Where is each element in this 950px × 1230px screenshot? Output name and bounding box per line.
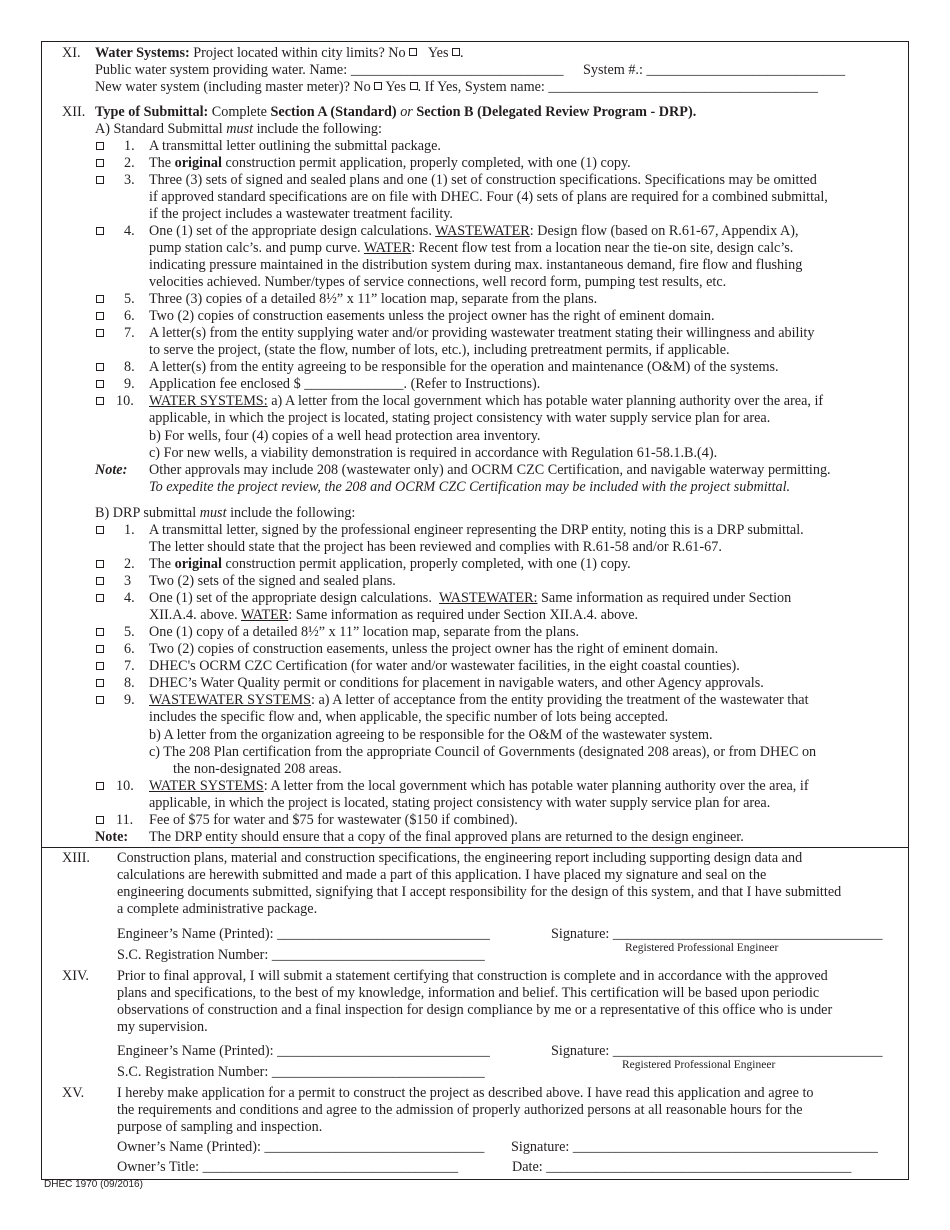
b10-number: 10. [116,778,134,794]
b2-checkbox[interactable] [96,560,104,568]
a3-line3: if the project includes a wastewater treatment facility. [149,206,453,222]
section-xv-number: XV. [62,1085,85,1101]
a10-line1 [149,393,823,410]
a6-checkbox[interactable] [96,312,104,320]
b2-number: 2. [124,556,135,572]
engineer-signature-field-2[interactable]: Signature: ______________________________________ [551,1043,883,1059]
section-divider [41,847,908,848]
a6-number: 6. [124,308,135,324]
b4-line2 [149,607,638,624]
must-text: must [226,121,254,137]
b10-line2: applicable, in which the project is located, stating project consistency with water supply service plan for area. [149,795,771,811]
a7-line2: to serve the project, (state the flow, number of lots, etc.), including pretreatment permits, if applicable. [149,342,730,358]
section-xiv-line3: observations of construction and a final inspection for design compliance by me or a representative of this office who is under [117,1002,833,1018]
section-xiii-line1: Construction plans, material and construction specifications, the engineering report including supporting design data and [117,850,803,866]
a10-b: b) For wells, four (4) copies of a well head protection area inventory. [149,428,541,444]
b2-text [149,556,631,573]
b9-number: 9. [124,692,135,708]
a8-number: 8. [124,359,135,375]
b1-line2: The letter should state that the project has been reviewed and complies with R.61-58 and/or R.61-67. [149,539,722,555]
b4-line2-a: XII.A.4. above. [149,607,238,623]
wastewater-label: WASTEWATER: [438,590,538,606]
city-limits-no-checkbox[interactable] [409,48,417,56]
registered-engineer-caption: Registered Professional Engineer [625,942,779,954]
a10-c: c) For new wells, a viability demonstration is required in accordance with Regulation 61-58.1.B.(4). [149,445,718,461]
complete-text: Complete [211,104,267,120]
b7-number: 7. [124,658,135,674]
a4-line2-b: : Recent flow test from a location near the tie-on site, design calc’s. [411,240,794,256]
b11-checkbox[interactable] [96,816,104,824]
b4-line2-b: : Same information as required under Section XII.A.4. above. [288,607,639,623]
a1-checkbox[interactable] [96,142,104,150]
water-systems-label: WATER SYSTEMS: [149,393,268,409]
a4-line3: indicating pressure maintained in the distribution system during max. instantaneous demand, fire flow and flushing [149,257,803,273]
engineer-registration-field-2[interactable]: S.C. Registration Number: ______________________________ [117,1064,485,1080]
note-a-label: Note: [95,462,128,478]
section-xi-number: XI. [62,45,81,61]
section-xiv-line2: plans and specifications, to the best of my knowledge, information and belief. This certification will be based upon periodic [117,985,820,1001]
public-water-name-field[interactable]: Public water system providing water. Name: ______________________________ [95,62,564,78]
original-text: original [174,556,222,572]
a10-number: 10. [116,393,134,409]
a7-line1: A letter(s) from the entity supplying water and/or providing wastewater treatment stating their willingness and ability [149,325,815,341]
note-a-line1: Other approvals may include 208 (wastewater only) and OCRM CZC Certification, and navigable waterway permitting. [149,462,831,478]
b9-line1 [149,692,809,709]
wastewater-label: WASTEWATER [435,223,530,239]
note-a-line2: To expedite the project review, the 208 and OCRM CZC Certification may be included with the project submittal. [149,479,791,495]
a3-number: 3. [124,172,135,188]
a4-checkbox[interactable] [96,227,104,235]
b5-checkbox[interactable] [96,628,104,636]
section-xv-line2: the requirements and conditions and agree to the admission of properly authorized persons at all reasonable hours for the [117,1102,803,1118]
heading-post: include the following: [256,121,382,137]
a4-line1-a: One (1) set of the appropriate design calculations. [149,223,432,239]
a4-line1 [149,223,799,240]
b9-checkbox[interactable] [96,696,104,704]
engineer-name-field-2[interactable]: Engineer’s Name (Printed): ______________________________ [117,1043,490,1059]
system-number-field[interactable]: System #.: ____________________________ [583,62,846,78]
a4-number: 4. [124,223,135,239]
section-xii-heading [95,104,696,121]
section-xiii-line4: a complete administrative package. [117,901,318,917]
a1-text: A transmittal letter outlining the submittal package. [149,138,441,154]
section-xiv-line1: Prior to final approval, I will submit a statement certifying that construction is complete and in accordance with the approved [117,968,828,984]
new-system-no-checkbox[interactable] [374,82,382,90]
city-limits-question: Project located within city limits? No [193,45,406,61]
city-limits-yes-checkbox[interactable] [452,48,460,56]
section-xv-line3: purpose of sampling and inspection. [117,1119,323,1135]
a2-text [149,155,631,172]
b4-line1-b: Same information as required under Section [537,590,792,606]
new-system-yes-label: Yes [385,79,407,95]
form-number: DHEC 1970 (09/2016) [44,1179,143,1190]
b5-number: 5. [124,624,135,640]
section-xiii-line3: engineering documents submitted, signifying that I accept responsibility for the design of this system, and that I have submitted [117,884,842,900]
b9-c-line1: c) The 208 Plan certification from the appropriate Council of Governments (designated 208 areas), or from DHEC on [149,744,817,760]
a9-number: 9. [124,376,135,392]
note-b-text: The DRP entity should ensure that a copy of the final approved plans are returned to the design engineer. [149,829,744,845]
b10-checkbox[interactable] [96,782,104,790]
b11-text: Fee of $75 for water and $75 for wastewater ($150 if combined). [149,812,518,828]
section-xii-title: Type of Submittal: [95,104,209,120]
b8-checkbox[interactable] [96,679,104,687]
section-xiii-line2: calculations are herewith submitted and made a part of this application. I have placed my signature and seal on the [117,867,767,883]
owner-signature-field[interactable]: Signature: ___________________________________________ [511,1139,878,1155]
a3-line1: Three (3) sets of signed and sealed plans and one (1) set of construction specifications. Specifications may be omitted [149,172,817,188]
a9-checkbox[interactable] [96,380,104,388]
or-text: or [400,104,413,120]
a5-text: Three (3) copies of a detailed 8½” x 11” location map, separate from the plans. [149,291,598,307]
engineer-registration-field[interactable]: S.C. Registration Number: ______________________________ [117,947,485,963]
a10-checkbox[interactable] [96,397,104,405]
heading-pre: B) DRP submittal [95,505,197,521]
b10-line1 [149,778,809,795]
b4-number: 4. [124,590,135,606]
a4-line2 [149,240,793,257]
b6-checkbox[interactable] [96,645,104,653]
section-xiii-number: XIII. [62,850,90,866]
section-xv-line1: I hereby make application for a permit to construct the project as described above. I have read this application and agree to [117,1085,814,1101]
system-name-field[interactable]: . If Yes, System name: ______________________________________ [417,79,818,95]
b3-text: Two (2) sets of the signed and sealed plans. [149,573,396,589]
b4-checkbox[interactable] [96,594,104,602]
water-label: WATER [240,607,289,623]
a4-line1-b: : Design flow (based on R.61-67, Appendix A), [529,223,799,239]
a2-checkbox[interactable] [96,159,104,167]
section-b-label: Section B (Delegated Review Program - DRP). [416,104,697,120]
section-xiv-line4: my supervision. [117,1019,208,1035]
b4-line1-a: One (1) set of the appropriate design calculations. [149,590,432,606]
registered-engineer-caption-2: Registered Professional Engineer [622,1059,776,1071]
a5-checkbox[interactable] [96,295,104,303]
must-text: must [199,505,227,521]
section-a-label: Section A (Standard) [270,104,397,120]
b8-number: 8. [124,675,135,691]
city-limits-yes-label: Yes [427,45,449,61]
new-water-system-line [95,79,818,96]
b5-text: One (1) copy of a detailed 8½” x 11” location map, separate from the plans. [149,624,580,640]
a5-number: 5. [124,291,135,307]
period: . [460,45,464,61]
a2-rest: construction permit application, properly completed, with one (1) copy. [225,155,631,171]
section-xi-title: Water Systems: [95,45,190,61]
new-water-system-question: New water system (including master meter)? No [95,79,371,95]
the-text: The [149,155,172,171]
a8-checkbox[interactable] [96,363,104,371]
a6-text: Two (2) copies of construction easements unless the project owner has the right of eminent domain. [149,308,715,324]
heading-post: include the following: [230,505,356,521]
b9-c-line2: the non-designated 208 areas. [173,761,342,777]
b10-line1-b: : A letter from the local government which has potable water planning authority over the area, if [263,778,809,794]
water-systems-label: WATER SYSTEMS [149,778,264,794]
b7-checkbox[interactable] [96,662,104,670]
b6-number: 6. [124,641,135,657]
original-text: original [174,155,222,171]
a1-number: 1. [124,138,135,154]
b1-number: 1. [124,522,135,538]
a10-line1-b: a) A letter from the local government which has potable water planning authority over the area, if [267,393,824,409]
a2-number: 2. [124,155,135,171]
owner-title-field[interactable]: Owner’s Title: ____________________________________ [117,1159,459,1175]
a10-line2: applicable, in which the project is located, stating project consistency with water supply service plan for area. [149,410,771,426]
date-field[interactable]: Date: ___________________________________________ [512,1159,852,1175]
a3-checkbox[interactable] [96,176,104,184]
owner-name-field[interactable]: Owner’s Name (Printed): _______________________________ [117,1139,485,1155]
a4-line4: velocities achieved. Number/types of service connections, well record form, pumping test results, etc. [149,274,727,290]
a3-line2: if approved standard specifications are on file with DHEC. Four (4) sets of plans are required for a combined submittal, [149,189,828,205]
new-system-yes-checkbox[interactable] [410,82,418,90]
b1-line1: A transmittal letter, signed by the professional engineer representing the DRP entity, noting this is a DRP submittal. [149,522,804,538]
heading-pre: A) Standard Submittal [95,121,223,137]
b6-text: Two (2) copies of construction easements, unless the project owner has the right of eminent domain. [149,641,719,657]
the-text: The [149,556,172,572]
b3-number: 3 [124,573,132,589]
section-xi-line1 [95,45,464,62]
b11-number: 11. [116,812,134,828]
engineer-name-field[interactable]: Engineer’s Name (Printed): ______________________________ [117,926,490,942]
engineer-signature-field[interactable]: Signature: ______________________________________ [551,926,883,942]
b9-b: b) A letter from the organization agreeing to be responsible for the O&M of the wastewater system. [149,727,713,743]
standard-submittal-heading [95,121,382,138]
b8-text: DHEC’s Water Quality permit or conditions for placement in navigable waters, and other Agency approvals. [149,675,764,691]
b2-rest: construction permit application, properly completed, with one (1) copy. [225,556,631,572]
wastewater-systems-label: WASTEWATER SYSTEMS [149,692,311,708]
b9-line1-b: : a) A letter of acceptance from the entity providing the treatment of the wastewater that [310,692,809,708]
b7-text: DHEC's OCRM CZC Certification (for water and/or wastewater facilities, in the eight coastal counties). [149,658,740,674]
water-label: WATER [363,240,412,256]
b4-line1 [149,590,791,607]
note-b-label: Note: [95,829,129,845]
b9-line2: includes the specific flow and, when applicable, the specific number of lots being accepted. [149,709,669,725]
drp-submittal-heading [95,505,355,522]
a7-number: 7. [124,325,135,341]
a7-checkbox[interactable] [96,329,104,337]
b3-checkbox[interactable] [96,577,104,585]
application-fee-field[interactable]: Application fee enclosed $ ______________. (Refer to Instructions). [149,376,541,392]
b1-checkbox[interactable] [96,526,104,534]
section-xiv-number: XIV. [62,968,89,984]
a4-line2-a: pump station calc’s. and pump curve. [149,240,361,256]
a8-text: A letter(s) from the entity agreeing to be responsible for the operation and maintenance (O&M) of the systems. [149,359,779,375]
section-xii-number: XII. [62,104,86,120]
